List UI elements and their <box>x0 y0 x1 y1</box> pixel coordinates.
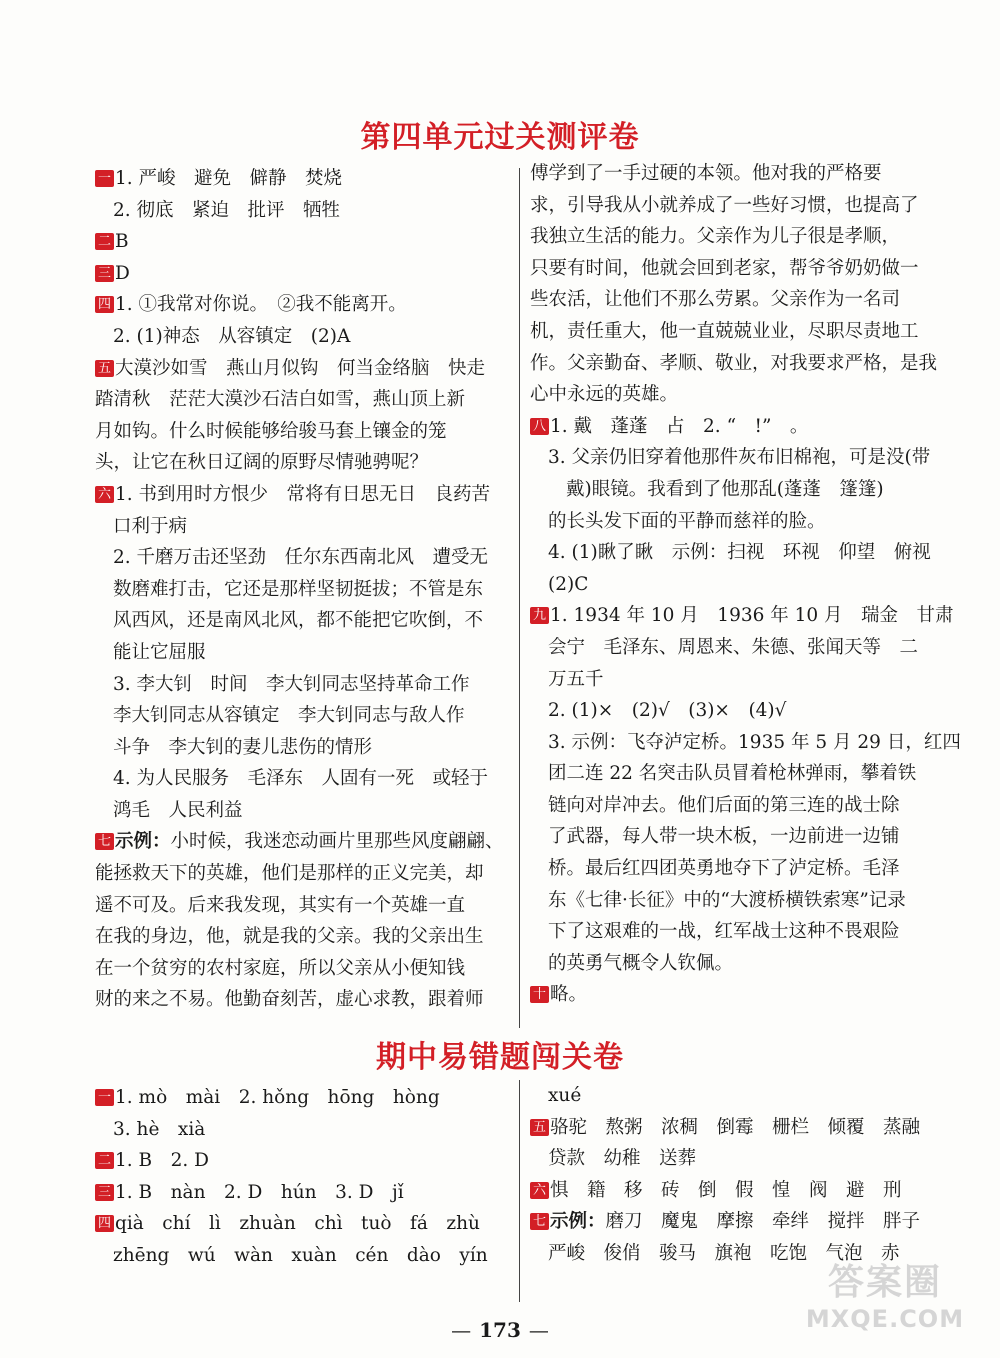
answer-text: 风西风，还是南风北风，都不能把它吹倒，不 <box>113 610 484 632</box>
answer-line <box>95 1082 513 1114</box>
answer-line <box>95 1145 513 1177</box>
answer-text: 链向对岸冲去。他们后面的第三连的战士除 <box>548 794 900 816</box>
column-divider-2 <box>519 1080 520 1302</box>
answer-line <box>530 1112 950 1144</box>
question-number-badge: 六 <box>530 1182 549 1199</box>
question-number-badge: 一 <box>95 170 114 187</box>
answer-line <box>95 953 513 985</box>
answer-text: 2. (1)神态 从容镇定 (2)A <box>113 325 351 347</box>
question-number-badge: 二 <box>95 1152 114 1169</box>
answer-line <box>530 190 950 222</box>
answer-line <box>95 226 513 258</box>
watermark-logo <box>780 1254 990 1338</box>
question-number-badge: 八 <box>530 418 549 435</box>
answer-line <box>530 379 950 411</box>
section2-left-column <box>95 1082 513 1272</box>
answer-text: 严峻 俊俏 骏马 旗袍 吃饱 气泡 赤 <box>548 1242 900 1264</box>
question-number-badge: 二 <box>95 233 114 250</box>
answer-text: 能让它屈服 <box>113 641 206 663</box>
answer-text: 的英勇气概令人钦佩。 <box>548 952 734 974</box>
answer-text: 小时候，我迷恋动画片里那些风度翩翩、 <box>170 831 504 853</box>
answer-line <box>95 574 513 606</box>
answer-text: 3. hè xià <box>113 1118 206 1140</box>
answer-text: 心中永远的英雄。 <box>530 384 679 406</box>
answer-text: 我独立生活的能力。父亲作为儿子很是孝顺， <box>530 226 901 248</box>
answer-line <box>95 763 513 795</box>
answer-line <box>530 316 950 348</box>
question-number-badge: 七 <box>95 833 114 850</box>
answer-line <box>530 885 950 917</box>
answer-text: 口利于病 <box>113 515 188 537</box>
answer-text: 贷款 幼稚 送葬 <box>548 1148 697 1170</box>
answer-text: B <box>115 231 129 253</box>
answer-line <box>530 411 950 443</box>
answer-text: D <box>115 262 130 284</box>
answer-text: 1. 严峻 避免 僻静 焚烧 <box>115 168 343 189</box>
answer-line <box>95 258 513 290</box>
answer-line <box>95 479 513 511</box>
answer-text: 2. 彻底 紧迫 批评 牺牲 <box>113 199 341 221</box>
question-number-badge: 六 <box>95 486 114 503</box>
question-number-badge: 七 <box>530 1213 549 1230</box>
answer-line <box>95 447 513 479</box>
answer-line <box>530 506 950 538</box>
answer-line <box>530 853 950 885</box>
answer-text: 能拯救天下的英雄，他们是那样的正义完美，却 <box>95 863 484 885</box>
answer-line <box>530 569 950 601</box>
answer-text: 在一个贫穷的农村家庭，所以父亲从小便知钱 <box>95 957 466 979</box>
answer-text: 只要有时间，他就会回到老家，帮爷爷奶奶做一 <box>530 257 919 279</box>
answer-line <box>530 600 954 632</box>
answer-line <box>530 158 950 190</box>
answer-text: 1. 戴 蓬蓬 占 2. “ !” 。 <box>550 415 809 437</box>
answer-text: 月如钩。什么时候能够给骏马套上镶金的笼 <box>95 420 447 442</box>
answer-line <box>530 758 950 790</box>
answer-line <box>530 916 950 948</box>
answer-text: 3. 示例：飞夺泸定桥。1935 年 5 月 29 日，红四 <box>548 731 961 753</box>
section2-right-column <box>530 1080 950 1270</box>
answer-line <box>530 948 950 980</box>
answer-line <box>530 664 950 696</box>
answer-line <box>530 1080 950 1112</box>
answer-text: 踏清秋 茫茫大漠沙石洁白如雪，燕山顶上新 <box>95 389 466 411</box>
answer-line <box>95 700 513 732</box>
answer-text: 1. 书到用时方恨少 常将有日思无日 良药苦 <box>115 483 491 505</box>
column-divider-1 <box>519 168 520 1028</box>
answer-text: 财的来之不易。他勤奋刻苦，虚心求教，跟着师 <box>95 989 484 1011</box>
answer-line <box>95 1240 513 1272</box>
answer-line <box>95 795 513 827</box>
example-label: 示例： <box>115 831 171 853</box>
answer-text: 东《七律·长征》中的“大渡桥横铁索寒”记录 <box>548 889 906 911</box>
answer-text: 4. (1)瞅了瞅 示例：扫视 环视 仰望 俯视 <box>548 542 931 564</box>
question-number-badge: 三 <box>95 1184 114 1201</box>
question-number-badge: 一 <box>95 1089 114 1106</box>
answer-text: 数磨难打击，它还是那样坚韧挺拔；不管是东 <box>113 578 484 600</box>
section-title-unit4: 第四单元过关测评卷 <box>360 120 640 155</box>
question-number-badge: 五 <box>530 1119 549 1136</box>
answer-line <box>95 1114 513 1146</box>
question-number-badge: 四 <box>95 296 114 313</box>
answer-line <box>530 1175 950 1207</box>
answer-text: xué <box>548 1085 582 1106</box>
answer-line <box>95 637 513 669</box>
answer-text: 遥不可及。后来我发现，其实有一个英雄一直 <box>95 894 466 916</box>
answer-text: 1. B 2. D <box>115 1150 209 1172</box>
watermark-line1: 答案圈 <box>827 1262 942 1303</box>
answer-text: 1. 1934 年 10 月 1936 年 10 月 瑞金 甘肃 <box>550 605 954 627</box>
answer-line <box>530 632 950 664</box>
answer-text: 骆驼 熬粥 浓稠 倒霉 栅栏 倾覆 蒸融 <box>550 1116 921 1138</box>
answer-text: 1. B nàn 2. D hún 3. D jǐ <box>115 1181 404 1203</box>
answer-line <box>95 605 513 637</box>
answer-text: 下了这艰难的一战，红军战士这种不畏艰险 <box>548 921 900 943</box>
answer-line <box>530 348 950 380</box>
answer-line <box>530 695 950 727</box>
answer-line <box>95 669 513 701</box>
page-number-value: 173 <box>479 1318 521 1342</box>
answer-text: 头，让它在秋日辽阔的原野尽情驰骋呢？ <box>95 452 429 474</box>
answer-text: 2. (1)× (2)√ (3)× (4)√ <box>548 700 787 722</box>
answer-line <box>95 289 513 321</box>
answer-line <box>95 921 513 953</box>
answer-text: 戴)眼镜。我看到了他那乱(蓬蓬 篷篷) <box>566 478 884 500</box>
watermark-line2: MXQE.COM <box>805 1305 965 1333</box>
question-number-badge: 四 <box>95 1215 114 1232</box>
answer-text: 李大钊同志从容镇定 李大钊同志与敌人作 <box>113 705 465 727</box>
answer-text: 会宁 毛泽东、周恩来、朱德、张闻天等 二 <box>548 636 919 658</box>
answer-line <box>95 321 513 353</box>
answer-text: 机，责任重大，他一直兢兢业业，尽职尽责地工 <box>530 320 919 342</box>
answer-line <box>530 727 961 759</box>
answer-text: 桥。最后红四团英勇地夺下了泸定桥。毛泽 <box>548 858 900 880</box>
answer-line <box>530 284 950 316</box>
answer-line <box>95 416 513 448</box>
answer-text: (2)C <box>548 573 589 595</box>
answer-text: zhēng wú wàn xuàn cén dào yín <box>113 1244 488 1266</box>
answer-line <box>530 790 950 822</box>
answer-line <box>95 858 513 890</box>
example-label: 示例： <box>550 1211 606 1233</box>
answer-text: 在我的身边，他，就是我的父亲。我的父亲出生 <box>95 926 484 948</box>
answer-line <box>95 195 513 227</box>
answer-line <box>530 1143 950 1175</box>
answer-line <box>530 821 950 853</box>
answer-line <box>530 253 950 285</box>
answer-line <box>95 384 513 416</box>
answer-line <box>95 890 513 922</box>
answer-line <box>530 537 950 569</box>
answer-text: 3. 李大钊 时间 李大钊同志坚持革命工作 <box>113 673 470 695</box>
question-number-badge: 五 <box>95 360 114 377</box>
answer-text: 求，引导我从小就养成了一些好习惯，也提高了 <box>530 194 919 216</box>
answer-line <box>95 1208 513 1240</box>
answer-text: qià chí lì zhuàn chì tuò fá zhù <box>115 1213 480 1235</box>
answer-text: 鸿毛 人民利益 <box>113 799 243 821</box>
answer-text: 3. 父亲仍旧穿着他那件灰布旧棉袍，可是没(带 <box>548 447 931 469</box>
answer-line <box>95 1177 513 1209</box>
answer-line <box>95 984 513 1016</box>
answer-text: 作。父亲勤奋、孝顺、敬业，对我要求严格，是我 <box>530 352 938 374</box>
answer-line <box>530 442 950 474</box>
answer-line <box>95 542 513 574</box>
answer-text: 团二连 22 名突击队员冒着枪林弹雨，攀着铁 <box>548 763 917 785</box>
page-number: — 173 — <box>451 1318 549 1342</box>
answer-line <box>530 221 950 253</box>
section1-right-column <box>530 158 961 1011</box>
answer-text: 略。 <box>550 984 588 1006</box>
answer-text: 了武器，每人带一块木板，一边前进一边铺 <box>548 826 900 848</box>
answer-line <box>95 163 513 195</box>
answer-line <box>530 474 950 506</box>
answer-text: 斗争 李大钊的妻儿悲伤的情形 <box>113 736 373 758</box>
answer-text: 2. 千磨万击还坚劲 任尔东西南北风 遭受无 <box>113 547 489 569</box>
answer-line <box>95 353 513 385</box>
answer-text: 的长头发下面的平静而慈祥的脸。 <box>548 510 826 532</box>
answer-line <box>95 511 513 543</box>
section-title-midterm: 期中易错题闯关卷 <box>376 1040 624 1075</box>
answer-line <box>95 732 513 764</box>
answer-text: 万五千 <box>548 668 604 690</box>
answer-text: 惧 籍 移 砖 倒 假 惶 阀 避 刑 <box>550 1179 902 1201</box>
answer-text: 磨刀 魔鬼 摩擦 牵绊 搅拌 胖子 <box>605 1211 921 1233</box>
answer-text: 些农活，让他们不那么劳累。父亲作为一名司 <box>530 289 901 311</box>
answer-line <box>530 979 950 1011</box>
answer-text: 4. 为人民服务 毛泽东 人固有一死 或轻于 <box>113 768 489 790</box>
question-number-badge: 三 <box>95 265 114 282</box>
answer-line <box>530 1206 950 1238</box>
answer-text: 大漠沙如雪 燕山月似钩 何当金络脑 快走 <box>115 357 486 379</box>
answer-text: 傅学到了一手过硬的本领。他对我的严格要 <box>530 163 882 184</box>
question-number-badge: 九 <box>530 607 549 624</box>
section1-left-column <box>95 163 513 1016</box>
question-number-badge: 十 <box>530 986 549 1003</box>
answer-line <box>95 826 513 858</box>
answer-text: 1. ①我常对你说。 ②我不能离开。 <box>115 294 407 316</box>
answer-text: 1. mò mài 2. hǒng hōng hòng <box>115 1087 440 1108</box>
